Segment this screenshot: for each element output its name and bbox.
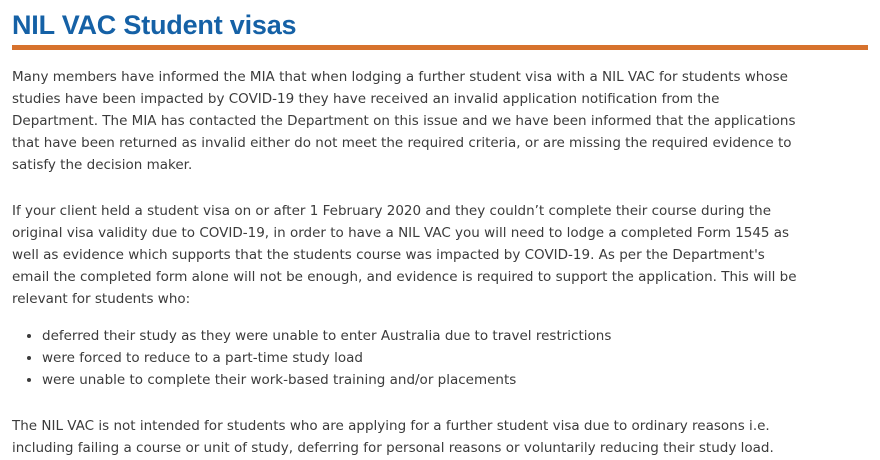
paragraph-1-line: satisfy the decision maker. (12, 157, 193, 173)
paragraph-nil-vac-requirements (12, 200, 868, 310)
paragraph-2-line: email the completed form alone will not be enough, and evidence is required to support the application. This will be (12, 269, 797, 285)
page-title: NIL VAC Student visas (12, 10, 297, 40)
paragraph-2-line: well as evidence which supports that the students course was impacted by COVID-19. As per the Department's (12, 247, 765, 263)
bullet-item: • deferred their study as they were unable to enter Australia due to travel restrictions (42, 325, 868, 347)
paragraph-1-line: Many members have informed the MIA that when lodging a further student visa with a NIL VAC for students whose (12, 69, 788, 85)
paragraph-2-line: original visa validity due to COVID-19, in order to have a NIL VAC you will need to lodge a completed Form 1545 as (12, 225, 790, 241)
paragraph-1-line: studies have been impacted by COVID-19 they have received an invalid application notification from the (12, 91, 720, 107)
bullet-item: • were forced to reduce to a part-time study load (42, 347, 868, 369)
paragraph-not-intended (12, 415, 868, 459)
paragraph-1-line: that have been returned as invalid either do not meet the required criteria, or are missing the required evidence to (12, 135, 792, 151)
paragraph-3-line: The NIL VAC is not intended for students who are applying for a further student visa due to ordinary reasons i.e. (12, 418, 770, 434)
paragraph-1-line: Department. The MIA has contacted the Department on this issue and we have been informed that the applications (12, 113, 796, 129)
paragraph-2-line: relevant for students who: (12, 291, 191, 307)
student-criteria-bullet-list (12, 325, 868, 391)
paragraph-invalid-applications (12, 66, 868, 176)
paragraph-2-line: If your client held a student visa on or after 1 February 2020 and they couldn’t complete their course during the (12, 203, 772, 219)
paragraph-3-line: including failing a course or unit of study, deferring for personal reasons or voluntarily reducing their study load. (12, 440, 774, 456)
title-divider-rule (12, 45, 868, 50)
bullet-item: • were unable to complete their work-based training and/or placements (42, 369, 868, 391)
